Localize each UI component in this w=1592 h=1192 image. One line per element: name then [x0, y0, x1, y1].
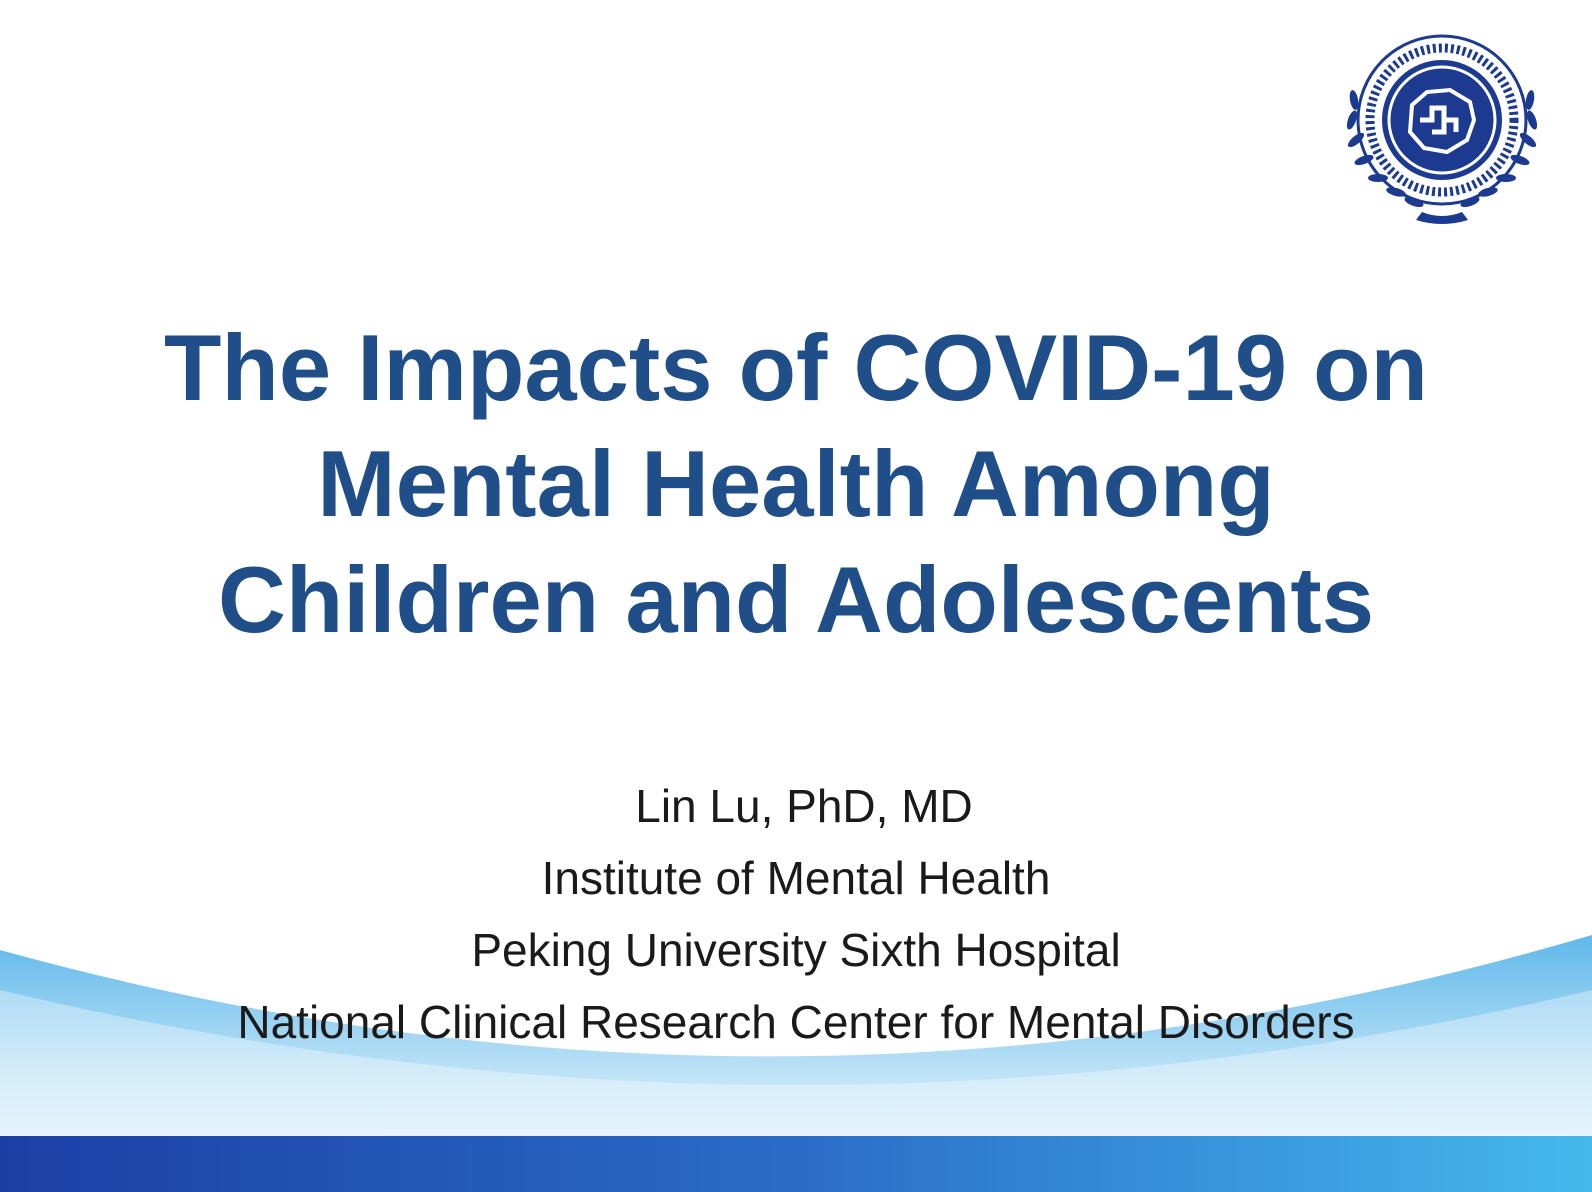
affiliation-research-center: National Clinical Research Center for Mental Disorders: [237, 996, 1355, 1048]
title-line-3: Children and Adolescents: [217, 547, 1375, 652]
author-block: [0, 770, 1592, 1058]
affiliation-institute: Institute of Mental Health: [541, 852, 1051, 904]
affiliation-hospital: Peking University Sixth Hospital: [471, 924, 1121, 976]
author-name: Lin Lu, PhD, MD: [635, 780, 973, 832]
slide-title: [0, 310, 1592, 658]
institute-logo: [1332, 20, 1552, 230]
title-line-1: The Impacts of COVID-19 on: [164, 315, 1428, 420]
title-line-2: Mental Health Among: [317, 431, 1275, 536]
institute-seal-icon: [1332, 20, 1552, 230]
